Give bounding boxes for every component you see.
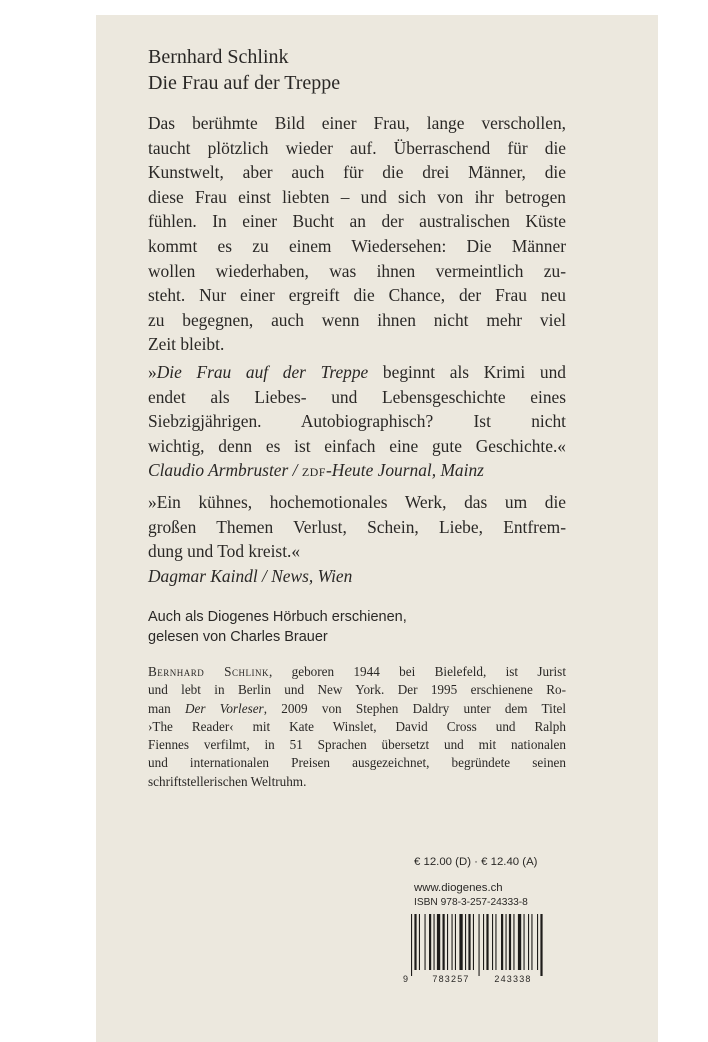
barcode-bar <box>501 914 503 970</box>
book-title: Die Frau auf der Treppe <box>148 72 341 94</box>
quote-source-person: Claudio Armbruster <box>148 460 289 481</box>
isbn-barcode <box>401 912 561 984</box>
blurb-line: wollen wiederhaben, was ihnen vermeintlich zu- <box>148 260 566 281</box>
barcode-bar <box>468 914 470 970</box>
barcode-bar <box>459 914 462 970</box>
bio-line: schriftstellerischen Weltruhm. <box>148 773 307 789</box>
barcode-bar <box>455 914 456 970</box>
barcode-bar <box>411 914 412 976</box>
barcode-bar <box>506 914 507 970</box>
bio-line <box>148 663 566 681</box>
barcode-bars <box>411 914 543 976</box>
barcode-bar <box>443 914 445 970</box>
barcode-bar <box>540 914 542 976</box>
barcode-bar <box>479 914 480 976</box>
barcode-bar <box>492 914 493 970</box>
quote-source: Dagmar Kaindl / News, Wien <box>148 565 353 586</box>
barcode-right-digits: 243338 <box>494 974 532 984</box>
quote-source-org: zdf <box>301 460 326 481</box>
barcode-bar <box>447 914 448 970</box>
quote-line: »Ein kühnes, hochemotionales Werk, das um die <box>148 492 566 512</box>
bio-author-name: Bernhard Schlink <box>148 664 269 679</box>
barcode-bar <box>486 914 488 970</box>
barcode-bar <box>528 914 529 970</box>
quote-line: dung und Tod kreist.« <box>148 541 301 562</box>
blurb-line: Zeit bleibt. <box>148 334 225 355</box>
audiobook-line: gelesen von Charles Brauer <box>148 629 328 645</box>
barcode-bar <box>419 914 420 970</box>
quote-line: wichtig, denn es ist einfach eine gute Geschichte.« <box>148 435 566 456</box>
quote-line: Siebzigjährigen. Autobiographisch? Ist nicht <box>148 411 566 432</box>
barcode-bar <box>509 914 511 970</box>
quote-text: beginnt als Krimi und <box>368 362 566 382</box>
barcode-bar <box>434 914 435 970</box>
barcode-bar <box>473 914 474 970</box>
review-quote-news <box>148 490 566 588</box>
bio-line: ›The Reader‹ mit Kate Winslet, David Cross und Ralph <box>148 718 566 734</box>
barcode-bar <box>495 914 496 970</box>
blurb-line: kommt es zu einem Wiedersehen: Die Männer <box>148 235 566 256</box>
barcode-first-digit: 9 <box>403 974 409 984</box>
blurb-line: fühlen. In einer Bucht an der australischen Küste <box>148 211 566 232</box>
publisher-website: www.diogenes.ch <box>414 882 503 894</box>
bio-line <box>148 700 566 718</box>
price-label: € 12.00 (D) · € 12.40 (A) <box>414 856 538 868</box>
blurb-line: steht. Nur einer ergreift die Chance, der Frau neu <box>148 285 566 306</box>
blurb-line: taucht plötzlich wieder auf. Überraschend für die <box>148 137 566 158</box>
author-bio <box>148 663 566 791</box>
barcode-bar <box>414 914 416 970</box>
quote-line: endet als Liebes- und Lebensgeschichte eines <box>148 386 566 407</box>
barcode-bar <box>429 914 431 970</box>
bio-line: Fiennes verfilmt, in 51 Sprachen übersetzt und mit nationalen <box>148 737 566 753</box>
blurb-line: Das berühmte Bild einer Frau, lange verschollen, <box>148 113 566 133</box>
barcode-bar <box>537 914 538 970</box>
audiobook-note <box>148 607 407 647</box>
author-name: Bernhard Schlink <box>148 46 289 68</box>
blurb-paragraph <box>148 111 566 357</box>
audiobook-line: Auch als Diogenes Hörbuch erschienen, <box>148 609 407 625</box>
review-quote-zdf <box>148 360 566 483</box>
blurb-line: diese Frau einst liebten – und sich von ihr betrogen <box>148 186 566 207</box>
quote-source <box>148 458 566 483</box>
barcode-bar <box>465 914 466 970</box>
bio-text: , 2009 von Stephen Daldry unter dem Titel <box>263 700 566 716</box>
blurb-line: zu begegnen, auch wenn ihnen nicht mehr viel <box>148 309 566 330</box>
quote-open-mark: » <box>148 362 157 382</box>
bio-text: man <box>148 700 185 716</box>
blurb-line: Kunstwelt, aber auch für die drei Männer, die <box>148 162 566 183</box>
quote-source-separator: / <box>288 460 302 481</box>
quote-line: großen Themen Verlust, Schein, Liebe, Entfrem- <box>148 516 566 537</box>
book-header <box>148 44 340 96</box>
isbn-number: ISBN 978-3-257-24333-8 <box>414 897 528 908</box>
barcode-bar <box>531 914 532 970</box>
quoted-book-title: Die Frau auf der Treppe <box>156 362 369 382</box>
barcode-bar <box>513 914 514 970</box>
bio-text: , geboren 1944 bei Bielefeld, ist Jurist <box>268 664 566 679</box>
barcode-bar <box>452 914 453 970</box>
bio-novel-title: Der Vorleser <box>184 700 264 716</box>
barcode-bar <box>437 914 440 970</box>
barcode-bar <box>425 914 426 970</box>
quote-line <box>148 360 566 385</box>
bio-line: und internationalen Preisen ausgezeichnet, begründete seinen <box>148 755 566 771</box>
quote-source-rest: -Heute Journal, Mainz <box>325 460 484 481</box>
bio-line: und lebt in Berlin und New York. Der 1995 erschienene Ro- <box>148 682 566 698</box>
barcode-bar <box>524 914 525 970</box>
barcode-left-digits: 783257 <box>432 974 470 984</box>
barcode-bar <box>518 914 521 970</box>
barcode-bar <box>483 914 484 970</box>
